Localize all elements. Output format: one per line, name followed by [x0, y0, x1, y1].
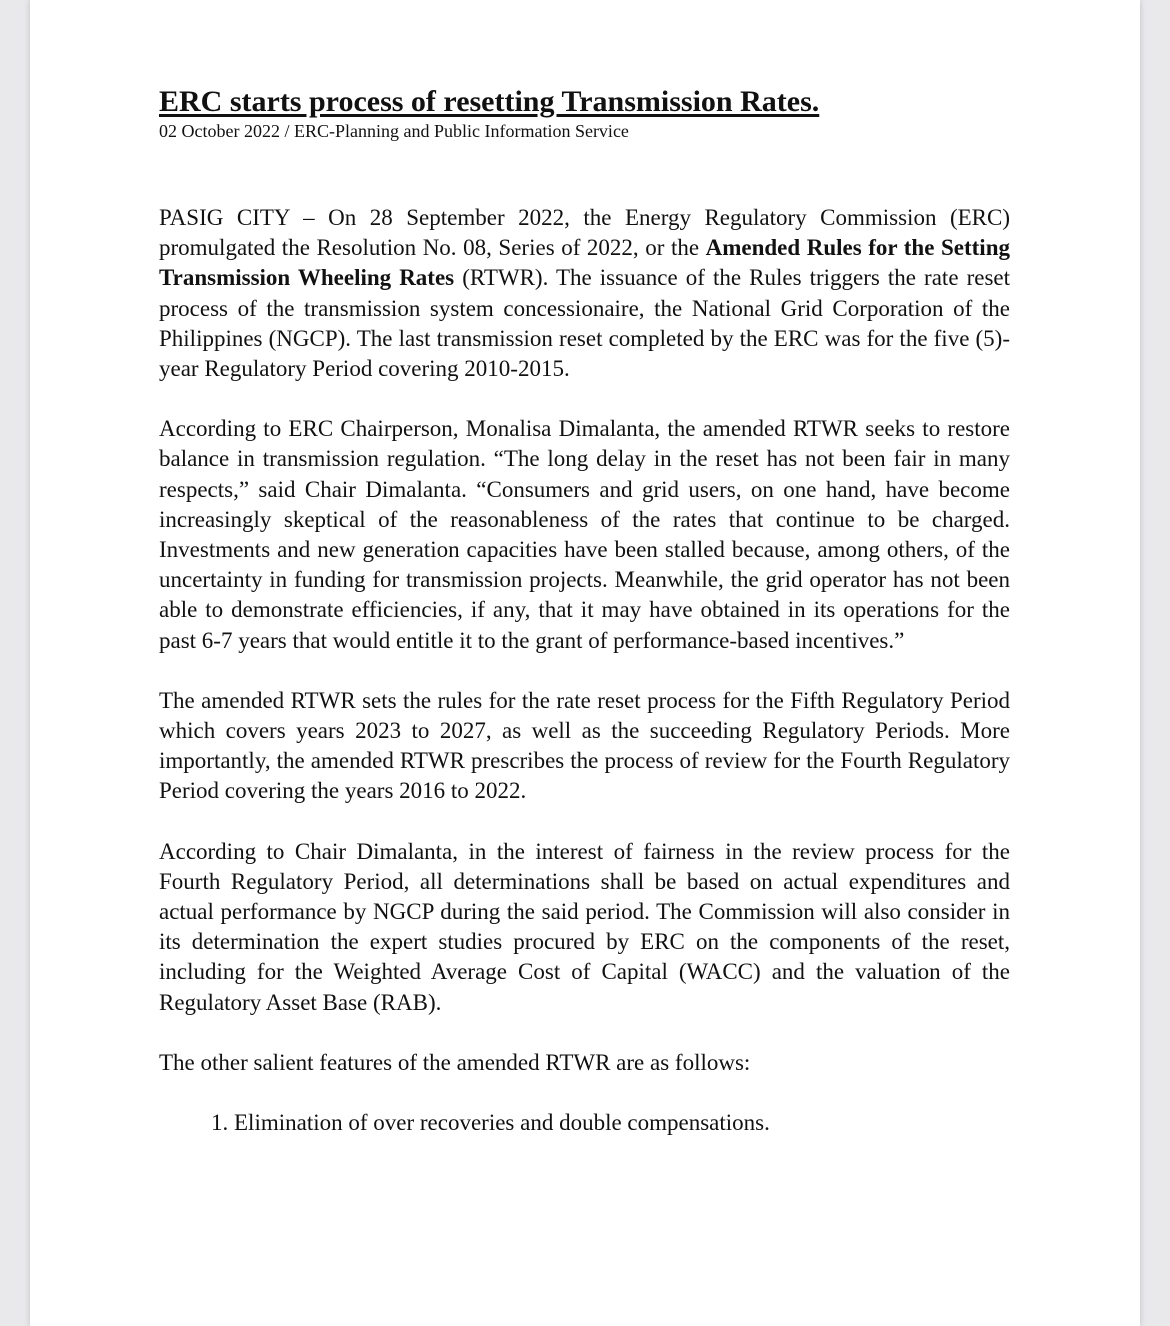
- paragraph-fairness: According to Chair Dimalanta, in the interest of fairness in the review process for the Fourth Regulatory Period, all determinations shall be based on actual expenditures and actual performance by NGCP during the said period. The Commission will also consider in its determination the expert studies procured by ERC on the components of the reset, including for the Weighted Average Cost of Capital (WACC) and the valuation of the Regulatory Asset Base (RAB).: [159, 838, 1010, 1015]
- article-title: ERC starts process of resetting Transmission Rates.: [159, 85, 820, 118]
- document-body: [159, 84, 1010, 1138]
- paragraph-regulatory-period: The amended RTWR sets the rules for the rate reset process for the Fifth Regulatory Period which covers years 2023 to 2027, as well as the succeeding Regulatory Periods. More importantly, the amended RTWR prescribes the process of review for the Fourth Regulatory Period covering the years 2016 to 2022.: [159, 687, 1010, 804]
- paragraph-intro-text-end: (RTWR). The issuance of the Rules triggers the rate reset process of the transmission system concessionaire, the National Grid Corporation of the Philippines (NGCP). The last transmission reset completed by the ERC was for the five (5)-year Regulatory Period covering 2010-2015.: [159, 265, 1010, 382]
- paragraph-intro-bold: Amended Rules for the Setting Transmission Wheeling Rates: [159, 235, 1010, 291]
- paragraph-intro: [159, 203, 1010, 384]
- article-meta: 02 October 2022 / ERC-Planning and Public Information Service: [159, 121, 629, 141]
- paragraph-intro-text: PASIG CITY – On 28 September 2022, the Energy Regulatory Commission (ERC) promulgated the Resolution No. 08, Series of 2022, or the: [159, 205, 1010, 261]
- document-page: [30, 0, 1140, 1326]
- paragraph-chair-quote: According to ERC Chairperson, Monalisa Dimalanta, the amended RTWR seeks to restore balance in transmission regulation. “The long delay in the reset has not been fair in many respects,” said Chair Dimalanta. “Consumers and grid users, on one hand, have become increasingly skeptical of the reasonableness of the rates that continue to be charged. Investments and new generation capacities have been stalled because, among others, of the uncertainty in funding for transmission projects. Meanwhile, the grid operator has not been able to demonstrate efficiencies, if any, that it may have obtained in its operations for the past 6-7 years that would entitle it to the grant of performance-based incentives.”: [159, 416, 1010, 653]
- list-item: 1. Elimination of over recoveries and double compensations.: [211, 1110, 770, 1136]
- paragraph-salient-features: The other salient features of the amended RTWR are as follows:: [159, 1049, 751, 1075]
- salient-features-list: [159, 1108, 1010, 1138]
